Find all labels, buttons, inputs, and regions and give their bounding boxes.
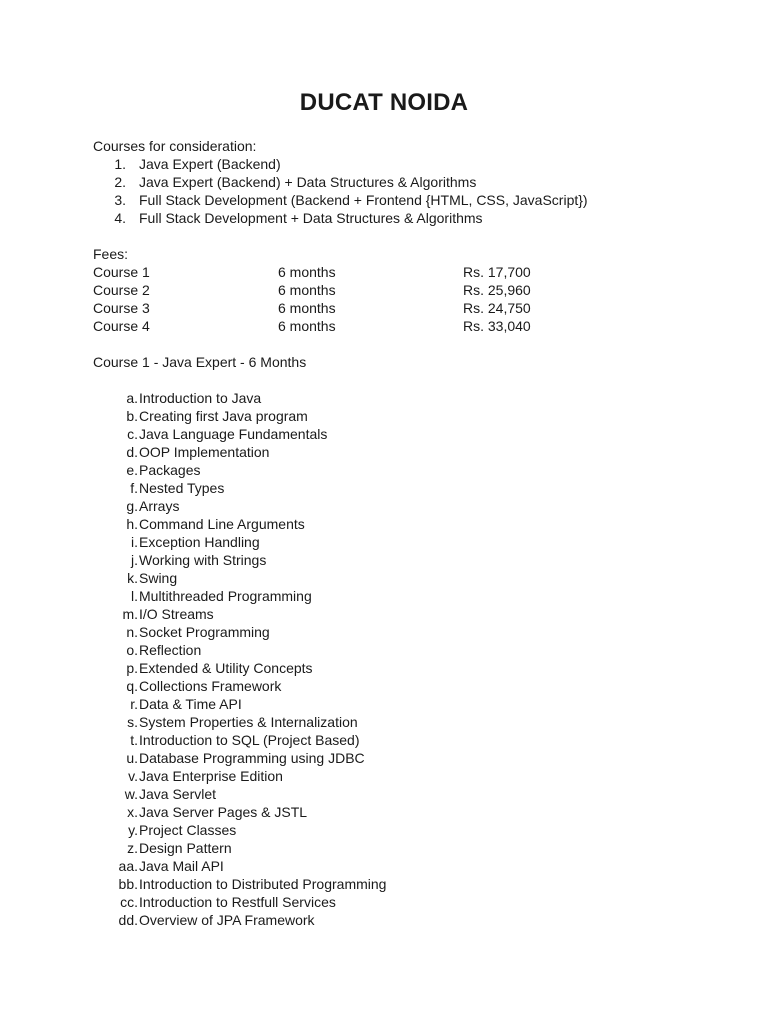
list-item (93, 443, 713, 461)
list-item-text: Project Classes (139, 822, 237, 838)
page-title: DUCAT NOIDA (299, 89, 469, 116)
table-row (93, 317, 713, 335)
list-marker: a. (126, 390, 138, 406)
fee-duration: 6 months (278, 264, 336, 280)
list-marker: k. (127, 570, 138, 586)
list-item-text: Full Stack Development (Backend + Frontend {HTML, CSS, JavaScript}) (139, 192, 588, 208)
list-item-text: Java Servlet (139, 786, 217, 802)
list-item (93, 677, 713, 695)
list-item-text: Introduction to Java (139, 390, 262, 406)
list-marker: v. (128, 768, 138, 784)
list-item-text: System Properties & Internalization (139, 714, 358, 730)
list-item (93, 713, 713, 731)
list-marker: bb. (118, 876, 138, 892)
list-item (93, 407, 713, 425)
list-item-text: OOP Implementation (139, 444, 270, 460)
list-number: 1. (114, 156, 126, 172)
list-item (93, 515, 713, 533)
list-item (93, 551, 713, 569)
list-item-text: Multithreaded Programming (139, 588, 312, 604)
list-item (93, 479, 713, 497)
spacer (93, 335, 713, 353)
list-item-text: Data & Time API (139, 696, 242, 712)
list-item-text: Nested Types (139, 480, 225, 496)
spacer (93, 227, 713, 245)
list-item-text: Java Language Fundamentals (139, 426, 328, 442)
table-row (93, 263, 713, 281)
list-item (93, 857, 713, 875)
list-item (93, 155, 713, 173)
list-item-text: Creating first Java program (139, 408, 308, 424)
list-item-text: I/O Streams (139, 606, 214, 622)
list-item-text: Swing (139, 570, 178, 586)
fee-duration: 6 months (278, 300, 336, 316)
fee-amount: Rs. 25,960 (463, 282, 531, 298)
list-marker: aa. (118, 858, 138, 874)
list-marker: y. (128, 822, 138, 838)
list-item (93, 749, 713, 767)
list-marker: d. (126, 444, 138, 460)
list-item (93, 389, 713, 407)
list-item (93, 695, 713, 713)
list-item (93, 911, 713, 929)
list-marker: f. (130, 480, 138, 496)
list-item-text: Introduction to SQL (Project Based) (139, 732, 360, 748)
list-item-text: Full Stack Development + Data Structures & Algorithms (139, 210, 483, 226)
list-marker: n. (126, 624, 138, 640)
list-item-text: Collections Framework (139, 678, 282, 694)
list-marker: dd. (118, 912, 138, 928)
courses-intro: Courses for consideration: (93, 138, 257, 154)
list-item (93, 497, 713, 515)
fees-table (93, 263, 713, 335)
list-item-text: Socket Programming (139, 624, 270, 640)
list-item-text: Command Line Arguments (139, 516, 305, 532)
fee-course: Course 2 (93, 282, 150, 298)
list-item (93, 533, 713, 551)
fee-amount: Rs. 17,700 (463, 264, 531, 280)
list-marker: e. (126, 462, 138, 478)
list-marker: z. (127, 840, 138, 856)
list-item (93, 785, 713, 803)
list-item-text: Arrays (139, 498, 180, 514)
list-marker: q. (126, 678, 138, 694)
list-item-text: Reflection (139, 642, 202, 658)
fee-amount: Rs. 24,750 (463, 300, 531, 316)
course-list (93, 155, 713, 227)
list-item (93, 659, 713, 677)
fee-duration: 6 months (278, 282, 336, 298)
list-item-text: Java Mail API (139, 858, 224, 874)
list-item (93, 803, 713, 821)
list-item (93, 731, 713, 749)
list-marker: j. (131, 552, 138, 568)
fee-course: Course 1 (93, 264, 150, 280)
list-item-text: Packages (139, 462, 201, 478)
list-item-text: Database Programming using JDBC (139, 750, 365, 766)
list-item-text: Extended & Utility Concepts (139, 660, 313, 676)
list-item (93, 641, 713, 659)
syllabus-heading: Course 1 - Java Expert - 6 Months (93, 354, 307, 370)
list-marker: p. (126, 660, 138, 676)
list-item (93, 569, 713, 587)
document-body (93, 137, 713, 929)
list-number: 4. (114, 210, 126, 226)
list-marker: i. (131, 534, 138, 550)
list-item-text: Introduction to Distributed Programming (139, 876, 387, 892)
list-marker: g. (126, 498, 138, 514)
list-item (93, 875, 713, 893)
list-marker: b. (126, 408, 138, 424)
list-marker: l. (131, 588, 138, 604)
list-marker: t. (130, 732, 138, 748)
table-row (93, 281, 713, 299)
spacer (93, 371, 713, 389)
fee-duration: 6 months (278, 318, 336, 334)
list-number: 2. (114, 174, 126, 190)
list-item-text: Working with Strings (139, 552, 267, 568)
list-marker: x. (127, 804, 138, 820)
list-item-text: Java Expert (Backend) + Data Structures & Algorithms (139, 174, 477, 190)
list-item-text: Exception Handling (139, 534, 260, 550)
list-marker: r. (130, 696, 138, 712)
table-row (93, 299, 713, 317)
list-item (93, 209, 713, 227)
list-item-text: Java Server Pages & JSTL (139, 804, 308, 820)
list-item-text: Introduction to Restfull Services (139, 894, 336, 910)
list-item (93, 425, 713, 443)
fees-label: Fees: (93, 246, 129, 262)
list-item (93, 587, 713, 605)
list-item (93, 821, 713, 839)
list-marker: c. (127, 426, 138, 442)
list-item (93, 191, 713, 209)
list-marker: w. (124, 786, 138, 802)
list-marker: h. (126, 516, 138, 532)
list-marker: m. (122, 606, 138, 622)
list-item (93, 173, 713, 191)
list-item (93, 605, 713, 623)
list-number: 3. (114, 192, 126, 208)
fee-course: Course 4 (93, 318, 150, 334)
list-item-text: Java Enterprise Edition (139, 768, 283, 784)
fee-amount: Rs. 33,040 (463, 318, 531, 334)
list-item (93, 623, 713, 641)
list-item (93, 767, 713, 785)
list-item (93, 461, 713, 479)
fee-course: Course 3 (93, 300, 150, 316)
list-marker: s. (127, 714, 138, 730)
syllabus-list (93, 389, 713, 929)
list-item (93, 839, 713, 857)
list-marker: u. (126, 750, 138, 766)
list-item-text: Design Pattern (139, 840, 232, 856)
list-item-text: Overview of JPA Framework (139, 912, 315, 928)
list-marker: cc. (120, 894, 138, 910)
list-marker: o. (126, 642, 138, 658)
list-item-text: Java Expert (Backend) (139, 156, 281, 172)
list-item (93, 893, 713, 911)
